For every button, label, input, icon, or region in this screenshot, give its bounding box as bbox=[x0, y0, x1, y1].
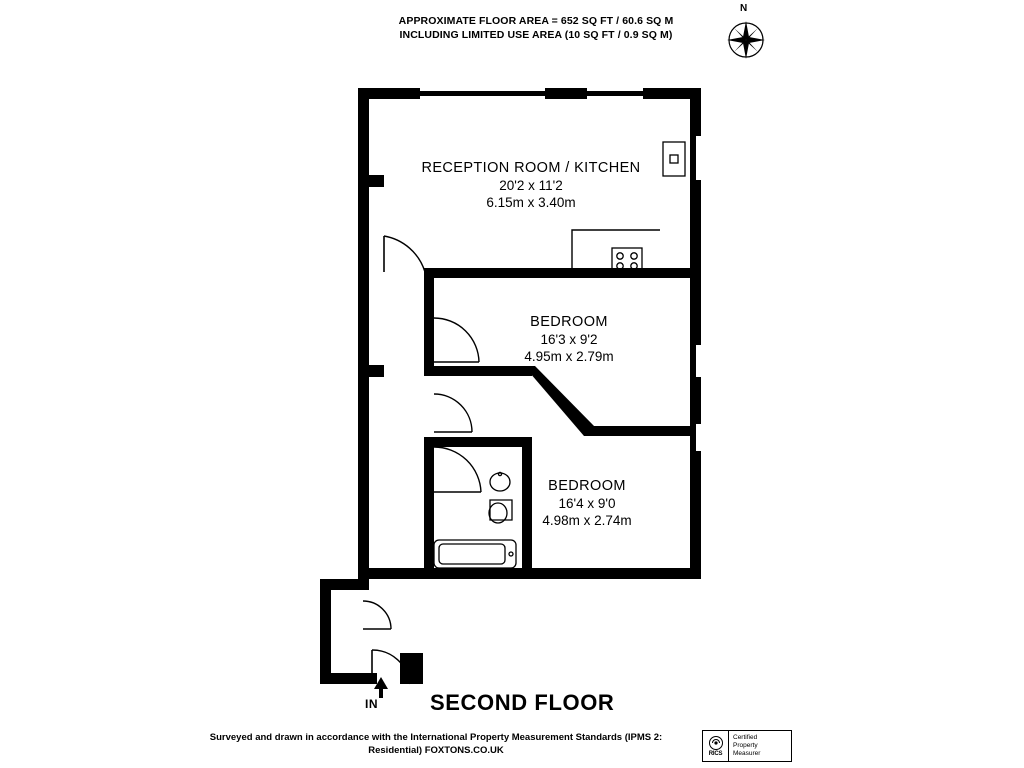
door-swings bbox=[363, 236, 481, 684]
footer-line-2: Residential) FOXTONS.CO.UK bbox=[368, 745, 504, 756]
room-label-reception bbox=[378, 160, 684, 211]
room-dimensions-metric: 4.98m x 2.74m bbox=[542, 513, 632, 528]
compass-north-label: N bbox=[740, 3, 748, 14]
rics-certified-badge bbox=[702, 730, 792, 762]
room-label-bedroom-2 bbox=[470, 478, 704, 529]
room-name: BEDROOM bbox=[548, 478, 626, 494]
room-name: BEDROOM bbox=[530, 314, 608, 330]
room-dimensions-metric: 4.95m x 2.79m bbox=[524, 349, 614, 364]
room-dimensions-imperial: 16'4 x 9'0 bbox=[558, 496, 616, 511]
rics-badge-line-3: Measurer bbox=[733, 750, 761, 757]
footer-line-1: Surveyed and drawn in accordance with the International Property Measurement Standards (IPMS 2: bbox=[209, 732, 663, 743]
rics-badge-line-1: Certified bbox=[733, 734, 758, 741]
rics-logo-text: RICS bbox=[708, 751, 723, 757]
floor-area-line-1: APPROXIMATE FLOOR AREA = 652 SQ FT / 60.6 SQ M bbox=[398, 15, 674, 27]
floor-title: SECOND FLOOR bbox=[430, 690, 615, 715]
rics-logo-icon bbox=[703, 731, 729, 761]
footer-disclaimer bbox=[180, 731, 692, 757]
room-name: RECEPTION ROOM / KITCHEN bbox=[421, 160, 641, 176]
floor-area-line-2: INCLUDING LIMITED USE AREA (10 SQ FT / 0.9 SQ M) bbox=[399, 29, 673, 41]
rics-badge-line-2: Property bbox=[733, 742, 758, 749]
room-dimensions-metric: 6.15m x 3.40m bbox=[486, 195, 576, 210]
room-label-bedroom-1 bbox=[452, 314, 686, 365]
rics-badge-text bbox=[729, 734, 760, 758]
room-dimensions-imperial: 16'3 x 9'2 bbox=[540, 332, 598, 347]
room-dimensions-imperial: 20'2 x 11'2 bbox=[499, 178, 563, 193]
rics-emblem-icon bbox=[708, 735, 724, 751]
entrance-label: IN bbox=[365, 697, 378, 711]
